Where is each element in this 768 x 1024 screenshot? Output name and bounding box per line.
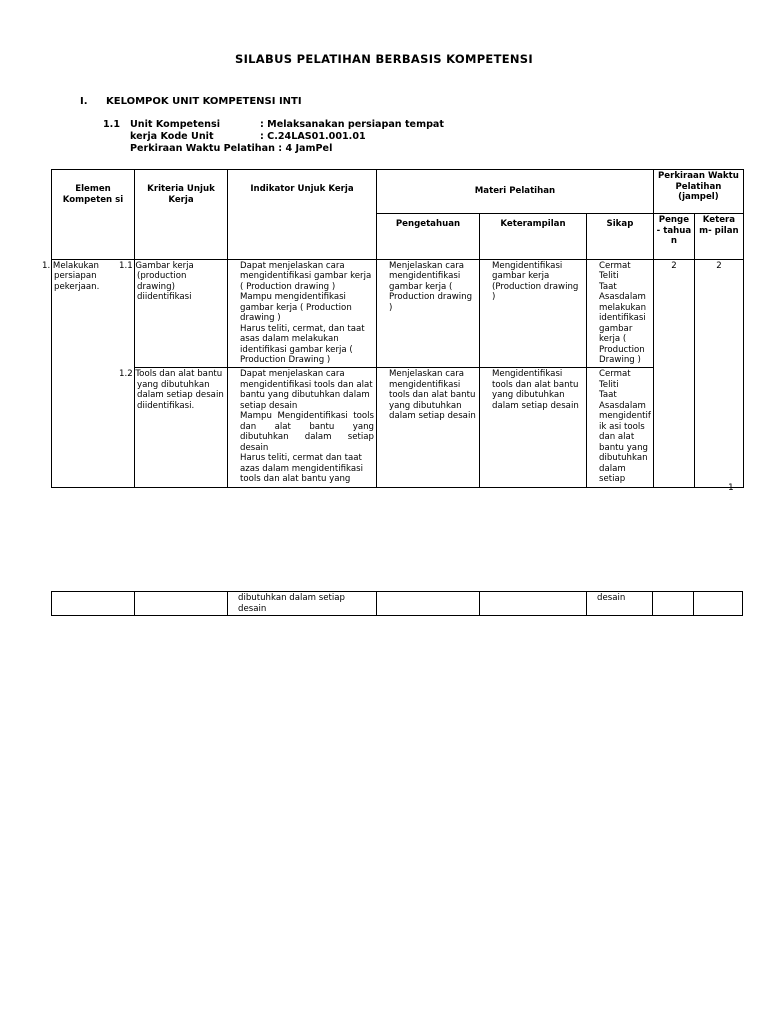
list-item: Taat Asasdalam melakukan identifikasi gambar kerja ( Production Drawing ) xyxy=(599,281,647,366)
unit-value: : Melaksanakan persiapan tempat xyxy=(260,119,444,130)
list-item: Cermat xyxy=(599,260,631,271)
list-item: Dapat menjelaskan cara mengidentifikasi tools dan alat bantu yang dibutuhkan dalam setiap desain xyxy=(240,369,373,411)
header-ketera: Ketera m- pilan xyxy=(694,214,743,259)
indikator-continuation: dibutuhkan dalam setiap desain xyxy=(228,592,377,616)
section-label: KELOMPOK UNIT KOMPETENSI INTI xyxy=(106,96,302,107)
header-keterampilan: Keterampilan xyxy=(480,214,587,259)
header-materi: Materi Pelatihan xyxy=(377,170,654,214)
kriteria-cell: 1.2 Tools dan alat bantu yang dibutuhkan dalam setiap desain diidentifikasi. xyxy=(135,368,228,488)
header-pengetahuan: Pengetahuan xyxy=(377,214,480,259)
list-item: Cermat xyxy=(599,369,631,380)
pengetahuan-cell: Menjelaskan cara mengidentifikasi tools dan alat bantu yang dibutuhkan dalam setiap desain xyxy=(377,368,480,488)
list-item: Teliti xyxy=(599,271,619,282)
list-item: Harus teliti, cermat, dan taat asas dalam melakukan identifikasi gambar kerja ( Production Drawing ) xyxy=(240,323,365,366)
unit-info xyxy=(103,119,444,155)
elemen-cell: 1. Melakukan persiapan pekerjaan. xyxy=(52,259,135,487)
waktu-value: : 4 JamPel xyxy=(278,143,333,154)
info-number: 1.1 xyxy=(103,119,120,130)
header-sikap: Sikap xyxy=(587,214,654,259)
table-row xyxy=(52,368,744,488)
continuation-table xyxy=(51,591,743,616)
penge-value: 2 xyxy=(653,259,694,487)
header-indikator: Indikator Unjuk Kerja xyxy=(228,170,377,260)
keterampilan-cell: Mengidentifikasi tools dan alat bantu yang dibutuhkan dalam setiap desain xyxy=(480,368,587,488)
unit-label: Unit Kompetensi xyxy=(130,119,220,130)
table-row xyxy=(52,592,743,616)
list-item: Mampu Mengidentifikasi tools dan alat bantu yang dibutuhkan dalam setiap desain xyxy=(240,411,374,453)
unit-row xyxy=(103,119,444,131)
document-title: SILABUS PELATIHAN BERBASIS KOMPETENSI xyxy=(235,52,533,66)
sikap-cell xyxy=(587,368,654,488)
waktu-label: Perkiraan Waktu Pelatihan xyxy=(130,143,275,154)
header-penge: Penge - tahua n xyxy=(653,214,694,259)
kode-value: : C.24LAS01.001.01 xyxy=(260,131,366,142)
table-row xyxy=(52,259,744,368)
list-item: Taat Asasdalam mengidentif ik asi tools dan alat bantu yang dibutuhkan dalam setiap xyxy=(599,390,651,485)
header-elemen: Elemen Kompeten si xyxy=(52,170,135,260)
list-item: Teliti xyxy=(599,379,619,390)
ketera-value: 2 xyxy=(694,259,743,487)
header-perkiraan: Perkiraan Waktu Pelatihan (jampel) xyxy=(653,170,743,214)
sikap-cell xyxy=(587,259,654,368)
indikator-cell xyxy=(228,259,377,368)
waktu-row xyxy=(103,143,444,155)
kode-label: kerja Kode Unit xyxy=(130,131,214,142)
kriteria-cell: 1.1 Gambar kerja (production drawing) diidentifikasi xyxy=(135,259,228,368)
section-number: I. xyxy=(80,96,88,107)
pengetahuan-cell: Menjelaskan cara mengidentifikasi gambar kerja ( Production drawing ) xyxy=(377,259,480,368)
syllabus-table xyxy=(42,169,744,488)
list-item: Harus teliti, cermat dan taat azas dalam mengidentifikasi tools dan alat bantu yang xyxy=(240,453,363,485)
header-kriteria: Kriteria Unjuk Kerja xyxy=(135,170,228,260)
list-item: Mampu mengidentifikasi gambar kerja ( Production drawing ) xyxy=(240,292,352,324)
keterampilan-cell: Mengidentifikasi gambar kerja (Production drawing ) xyxy=(480,259,587,368)
section-heading xyxy=(80,96,302,107)
list-item: Dapat menjelaskan cara mengidentifikasi gambar kerja ( Production drawing ) xyxy=(240,260,372,292)
indikator-cell xyxy=(228,368,377,488)
sikap-continuation: desain xyxy=(587,592,653,616)
page-number: 1 xyxy=(728,483,734,493)
kode-row xyxy=(103,131,444,143)
